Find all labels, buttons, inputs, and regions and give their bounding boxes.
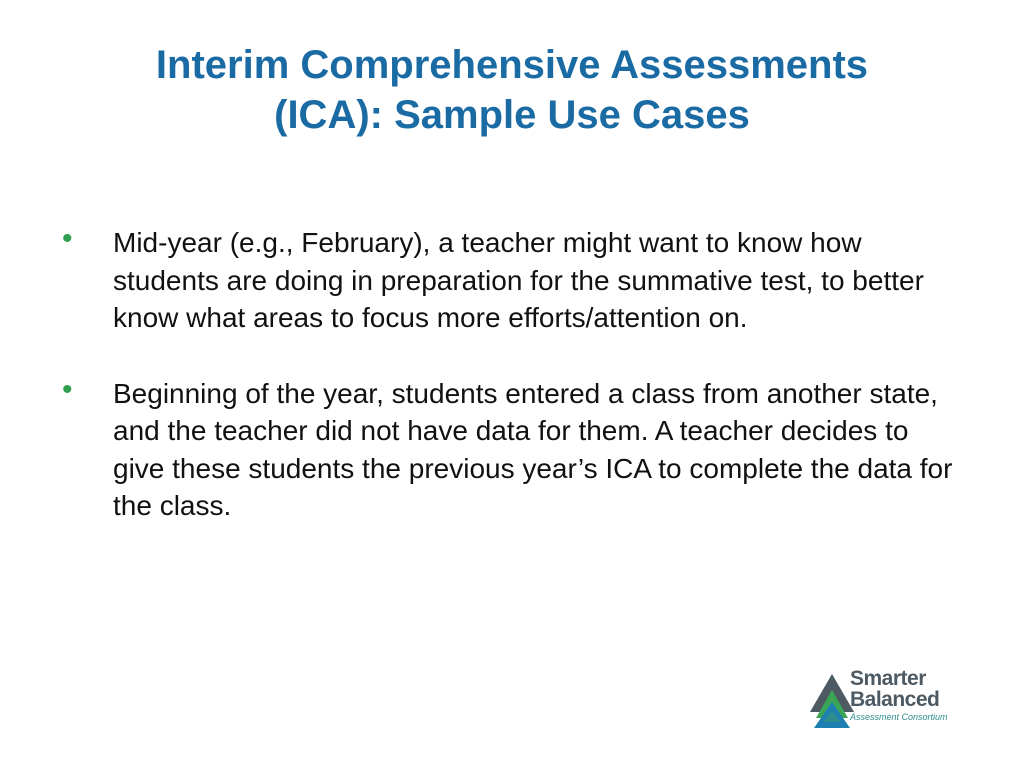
page-title: [60, 40, 964, 140]
bullet-item: [0, 372, 1000, 525]
bullet-dot-icon: •: [62, 222, 73, 255]
logo-line-balanced: Balanced: [850, 688, 940, 711]
logo-line-smarter: Smarter: [850, 667, 926, 690]
logo-line-consortium: Assessment Consortium: [850, 712, 948, 722]
logo-wordmark: [850, 668, 985, 723]
bullet-dot-icon: •: [62, 372, 73, 406]
bullet-list: [0, 224, 1000, 525]
bullet-text: Mid-year (e.g., February), a teacher might want to know how students are doing in preparation for the summative test, to better know what areas to focus more efforts/attention on.: [113, 227, 924, 333]
title-line-2: (ICA): Sample Use Cases: [274, 93, 750, 137]
bullet-text: Beginning of the year, students entered a class from another state, and the teacher did not have data for them. A teacher decides to give these students the previous year’s ICA to complete the data for the class.: [113, 377, 953, 521]
smarter-balanced-logo: [810, 668, 980, 730]
bullet-item: [0, 224, 1000, 337]
title-line-1: Interim Comprehensive Assessments: [155, 43, 869, 87]
